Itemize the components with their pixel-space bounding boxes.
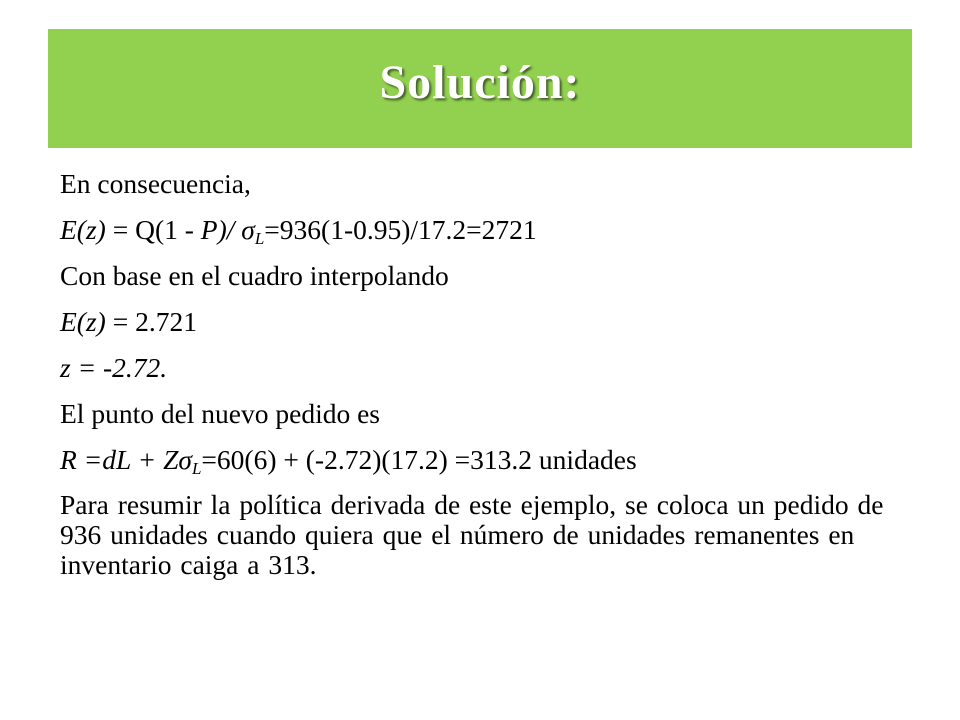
subscript: L bbox=[254, 229, 265, 248]
equation-expected-shortage bbox=[60, 214, 920, 246]
equation-reorder-point bbox=[60, 444, 920, 476]
eq-part: =936(1-0.95)/17.2=2721 bbox=[264, 214, 537, 245]
eq-part: z = -2.72. bbox=[60, 352, 168, 383]
slide-body bbox=[60, 168, 920, 580]
eq-part: =60(6) + (-2.72)(17.2) =313.2 unidades bbox=[201, 444, 637, 475]
equation-ez-value bbox=[60, 306, 920, 338]
eq-part: E(z) bbox=[60, 214, 106, 245]
title-banner bbox=[48, 29, 912, 148]
subscript: L bbox=[191, 459, 202, 478]
slide-title: Solución: bbox=[379, 56, 581, 109]
eq-part: E(z) bbox=[60, 306, 106, 337]
eq-part: = Q(1 - bbox=[105, 214, 201, 245]
text-line-3: Con base en el cuadro interpolando bbox=[60, 260, 449, 291]
eq-part: = 2.721 bbox=[105, 306, 197, 337]
equation-z-value bbox=[60, 352, 920, 384]
summary-paragraph: Para resumir la política derivada de este ejemplo, se coloca un pedido de 936 unidades cuando quiera que el número de unidades remanentes en inventario caiga a 313. bbox=[60, 489, 884, 580]
text-line-6: El punto del nuevo pedido es bbox=[60, 398, 381, 429]
eq-part: R =dL + Zσ bbox=[60, 444, 192, 475]
eq-part: P)/ σ bbox=[200, 214, 255, 245]
text-line-1: En consecuencia, bbox=[60, 168, 251, 199]
